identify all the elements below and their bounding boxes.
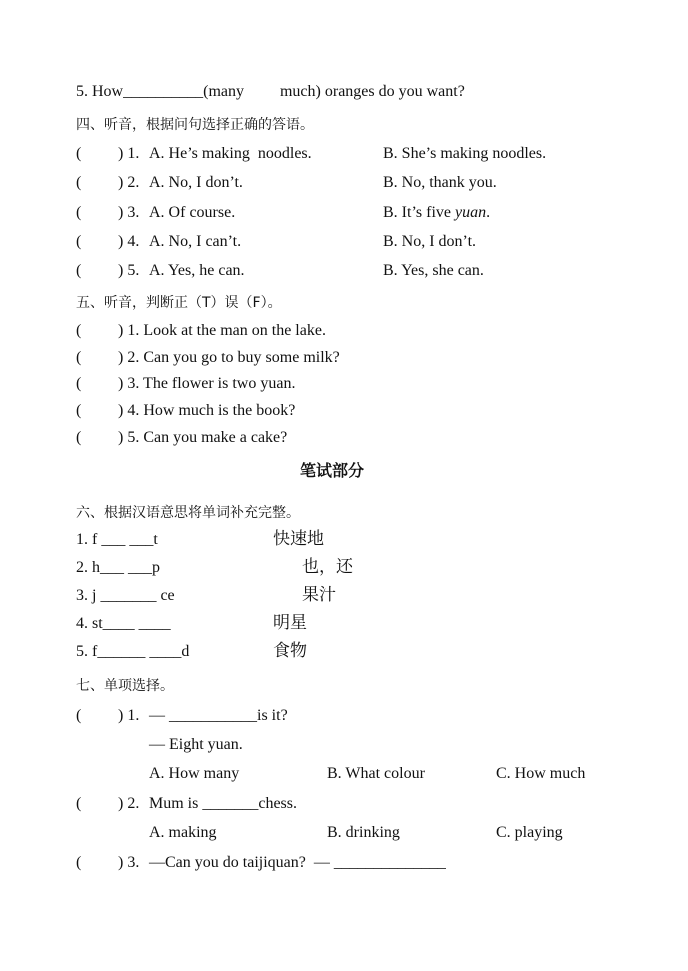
option-a: A. How many [149, 765, 240, 782]
sec5-header: 五、听音，判断正（T）误（F）。 [76, 295, 282, 311]
answer-paren: ( [76, 262, 82, 279]
option-b: B. Yes, she can. [383, 262, 484, 279]
sec6-header: 六、根据汉语意思将单词补充完整。 [76, 505, 300, 521]
option-b: B. No, I don’t. [383, 233, 477, 250]
answer-paren: ( [76, 145, 82, 162]
sec4-header: 四、听音，根据问句选择正确的答语。 [76, 117, 314, 133]
option-a: A. He’s making noodles. [149, 145, 312, 162]
statement: ) 2. Can you go to buy some milk? [118, 349, 340, 366]
answer-paren: ( [76, 322, 82, 339]
item-number: ) 1. [118, 145, 140, 162]
option-a: A. No, I can’t. [149, 233, 242, 250]
statement: ) 1. Look at the man on the lake. [118, 322, 326, 339]
item-number: ) 3. [118, 854, 140, 871]
item-number: ) 2. [118, 174, 140, 191]
written-section-title: 笔试部分 [300, 461, 365, 480]
chinese-meaning: 也，还 [302, 557, 353, 577]
chinese-meaning: 食物 [273, 641, 307, 661]
answer-paren: ( [76, 795, 82, 812]
statement: ) 5. Can you make a cake? [118, 429, 288, 446]
question-text: —Can you do taijiquan? — ______________ [149, 854, 446, 871]
option-a: A. Of course. [149, 204, 236, 221]
option-a: A. No, I don’t. [149, 174, 243, 191]
option-a: A. making [149, 824, 217, 841]
answer-paren: ( [76, 233, 82, 250]
answer-paren: ( [76, 707, 82, 724]
statement: ) 4. How much is the book? [118, 402, 296, 419]
option-c: C. playing [496, 824, 563, 841]
statement: ) 3. The flower is two yuan. [118, 375, 296, 392]
answer-paren: ( [76, 174, 82, 191]
item-number: ) 5. [118, 262, 140, 279]
question-text: — ___________is it? [149, 707, 288, 724]
item-number: ) 1. [118, 707, 140, 724]
word-blank: 3. j _______ ce [76, 587, 175, 604]
sec3-q5: 5. How__________(many much) oranges do you want? [76, 83, 465, 100]
option-b: B. drinking [327, 824, 400, 841]
word-blank: 1. f ___ ___t [76, 531, 158, 548]
chinese-meaning: 明星 [273, 613, 307, 633]
item-number: ) 2. [118, 795, 140, 812]
option-b: B. She’s making noodles. [383, 145, 547, 162]
option-c: C. How much [496, 765, 586, 782]
item-number: ) 4. [118, 233, 140, 250]
word-blank: 4. st____ ____ [76, 615, 171, 632]
answer-paren: ( [76, 402, 82, 419]
word-blank: 2. h___ ___p [76, 559, 160, 576]
chinese-meaning: 果汁 [302, 585, 336, 605]
answer-paren: ( [76, 429, 82, 446]
sec7-header: 七、单项选择。 [76, 678, 174, 694]
answer-paren: ( [76, 375, 82, 392]
question-text: Mum is _______chess. [149, 795, 297, 812]
option-b: B. No, thank you. [383, 174, 497, 191]
option-b: B. It’s five yuan. [383, 204, 491, 221]
item-number: ) 3. [118, 204, 140, 221]
chinese-meaning: 快速地 [273, 529, 324, 549]
option-b: B. What colour [327, 765, 425, 782]
option-a: A. Yes, he can. [149, 262, 245, 279]
answer-paren: ( [76, 349, 82, 366]
answer-paren: ( [76, 204, 82, 221]
reply-text: — Eight yuan. [149, 736, 243, 753]
answer-paren: ( [76, 854, 82, 871]
word-blank: 5. f______ ____d [76, 643, 190, 660]
